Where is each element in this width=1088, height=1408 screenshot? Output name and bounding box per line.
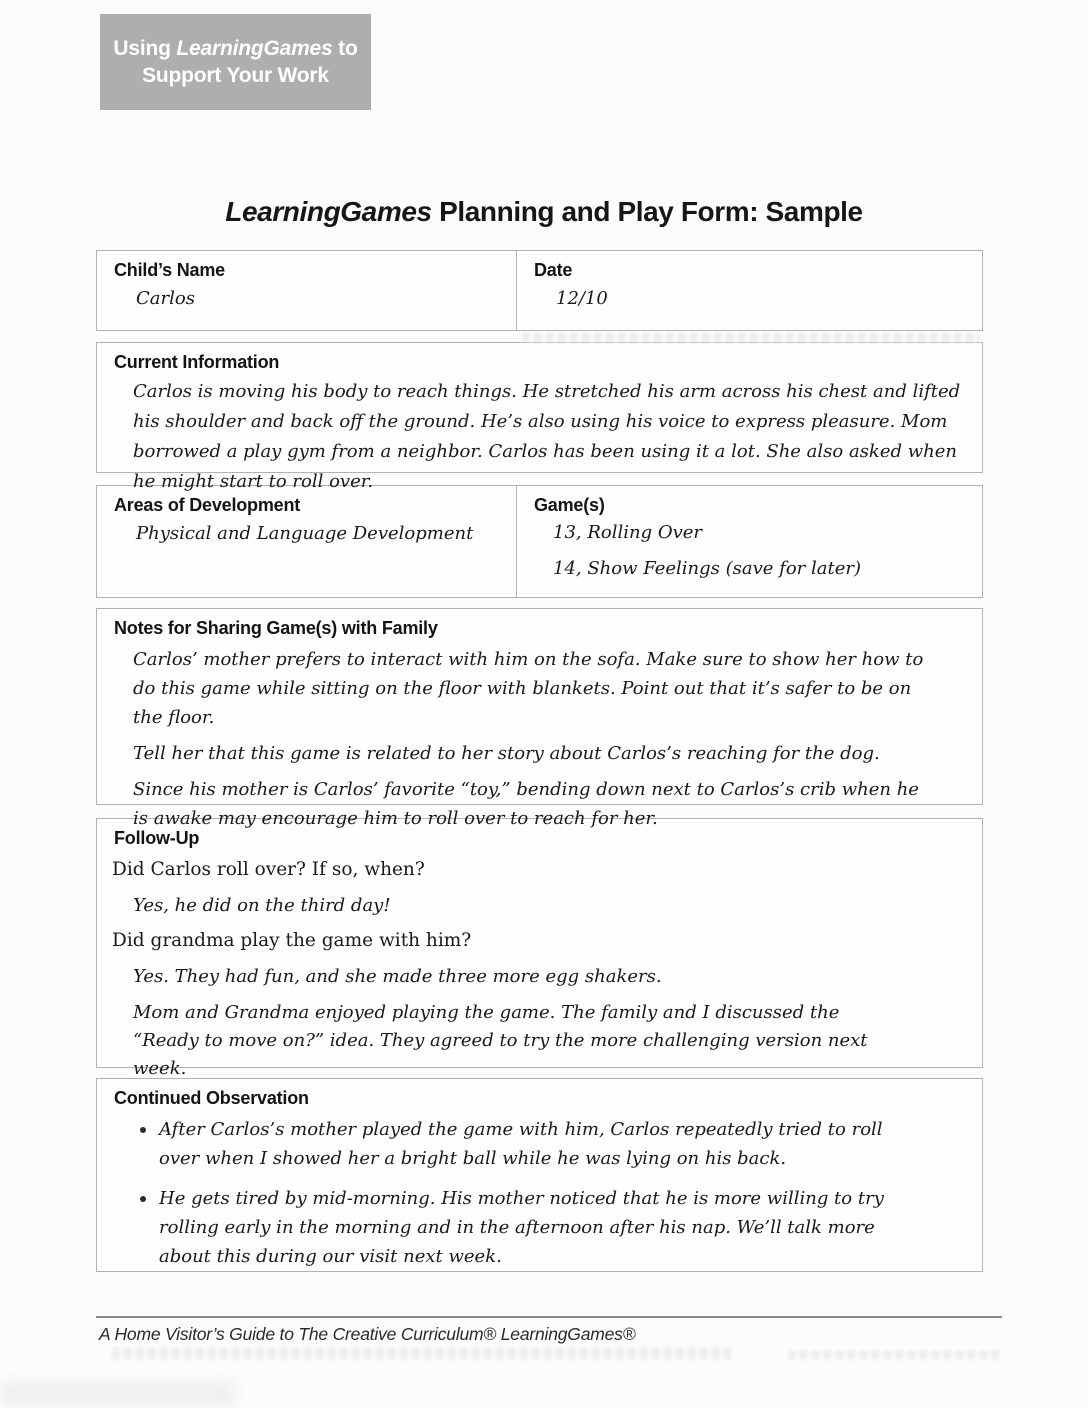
- page-title: LearningGames Planning and Play Form: Sample: [225, 196, 863, 227]
- areas-of-development-value: Physical and Language Development: [136, 523, 474, 544]
- follow-up-answer: Yes, he did on the third day!: [133, 895, 391, 916]
- field-date: [516, 251, 982, 330]
- areas-of-development-label: Areas of Development: [114, 495, 301, 515]
- follow-up-answer: Yes. They had fun, and she made three more egg shakers.: [133, 966, 662, 987]
- scan-artifact: [112, 1347, 732, 1360]
- follow-up-answer: Mom and Grandma enjoyed playing the game. The family and I discussed the “Ready to move on?” idea. They agreed to try the more challenging version next week.: [133, 1002, 868, 1079]
- field-games: [516, 486, 982, 597]
- follow-up-question: Did grandma play the game with him?: [112, 930, 472, 951]
- scan-smudge: [0, 1380, 235, 1408]
- chapter-tab: [100, 14, 371, 110]
- notes-paragraph: Tell her that this game is related to her story about Carlos’s reaching for the dog.: [133, 743, 880, 764]
- section-current-information: [96, 342, 983, 492]
- follow-up-label: Follow-Up: [114, 828, 200, 848]
- row-areas-games: [96, 485, 983, 598]
- date-value: 12/10: [556, 288, 608, 309]
- section-notes-for-sharing: [96, 608, 983, 829]
- scan-artifact: [788, 1350, 1000, 1360]
- section-continued-observation: [96, 1078, 983, 1272]
- field-child-name: [97, 251, 516, 330]
- footer-credit: A Home Visitor’s Guide to The Creative Curriculum® LearningGames®: [99, 1324, 636, 1344]
- section-follow-up: [96, 818, 983, 1079]
- game-item: 13, Rolling Over: [553, 522, 703, 543]
- current-information-label: Current Information: [114, 352, 280, 372]
- child-name-value: Carlos: [136, 288, 195, 309]
- child-name-label: Child’s Name: [114, 260, 225, 280]
- follow-up-question: Did Carlos roll over? If so, when?: [112, 859, 425, 880]
- chapter-tab-line2: Support Your Work: [142, 64, 329, 87]
- row-name-date: [96, 250, 983, 331]
- game-item: 14, Show Feelings (save for later): [553, 558, 861, 579]
- scan-artifact: [522, 332, 980, 343]
- games-label: Game(s): [534, 495, 605, 515]
- field-areas-of-development: [97, 486, 516, 597]
- observation-bullet: He gets tired by mid-morning. His mother noticed that he is more willing to try rolling early in the morning and in the afternoon after his nap. We’ll talk more about this during our visit next week.: [159, 1184, 904, 1271]
- notes-paragraph: Carlos’ mother prefers to interact with him on the sofa. Make sure to show her how to do this game while sitting on the floor with blankets. Point out that it’s safer to be on the floor.: [133, 649, 924, 728]
- footer-rule: [96, 1316, 1002, 1318]
- continued-observation-list: [97, 1115, 982, 1271]
- date-label: Date: [534, 260, 573, 280]
- chapter-tab-line1: Using LearningGames to: [113, 37, 358, 60]
- current-information-value: Carlos is moving his body to reach things. He stretched his arm across his chest and lifted his shoulder and back off the ground. He’s also using his voice to express pleasure. Mom borrowed a play gym from a neighbor. Carlos has been using it a lot. She also asked when he might start to roll over.: [133, 381, 961, 492]
- planning-play-form: [96, 250, 983, 1272]
- notes-paragraph: Since his mother is Carlos’ favorite “toy,” bending down next to Carlos’s crib when he is awake may encourage him to roll over to reach for her.: [133, 779, 919, 829]
- continued-observation-label: Continued Observation: [114, 1088, 309, 1108]
- observation-bullet: After Carlos’s mother played the game with him, Carlos repeatedly tried to roll over when I showed her a bright ball while he was lying on his back.: [159, 1115, 904, 1173]
- notes-label: Notes for Sharing Game(s) with Family: [114, 618, 438, 638]
